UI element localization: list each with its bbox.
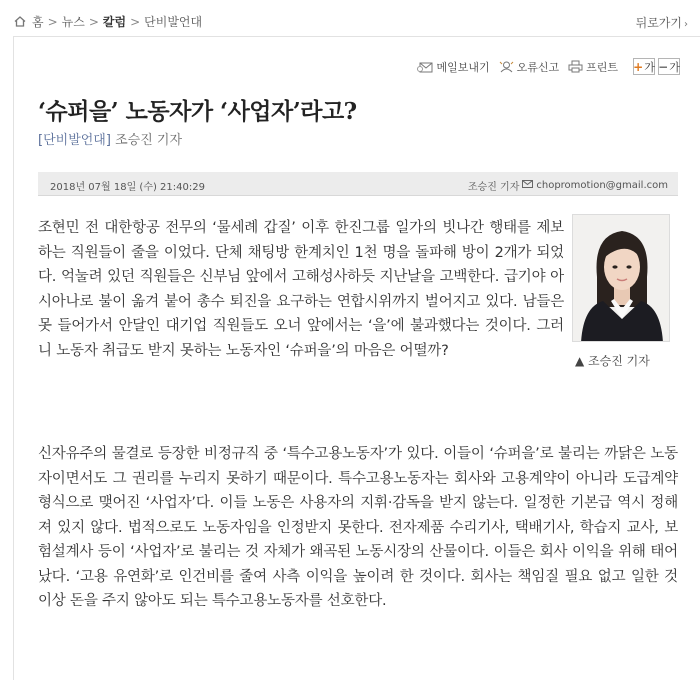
reporter-photo <box>572 214 670 342</box>
publish-date: 2018년 07월 18일 (수) 21:40:29 <box>50 182 205 193</box>
breadcrumb-home[interactable]: 홈 <box>32 15 44 29</box>
minus-icon: − <box>658 59 669 74</box>
report-error-icon <box>499 60 514 73</box>
report-error-label: 오류신고 <box>516 60 560 74</box>
breadcrumb-current[interactable]: 단비발언대 <box>144 15 203 29</box>
print-button[interactable] <box>568 59 618 75</box>
article-meta-bar <box>38 172 678 196</box>
home-icon[interactable] <box>14 16 26 27</box>
back-label: 뒤로가기 <box>635 16 682 30</box>
email-icon <box>417 61 433 73</box>
print-icon <box>568 60 583 73</box>
photo-caption: ▲ 조승진 기자 <box>575 354 650 368</box>
breadcrumb-news[interactable]: 뉴스 <box>61 15 85 29</box>
font-decrease-button[interactable] <box>658 58 680 75</box>
font-size-controls <box>633 58 680 75</box>
article-toolbar <box>417 58 680 75</box>
reporter-email[interactable]: chopromotion@gmail.com <box>536 180 668 191</box>
article-title: ‘슈퍼을’ 노동자가 ‘사업자’라고? <box>38 98 357 125</box>
back-link[interactable] <box>636 14 688 31</box>
byline <box>38 129 182 148</box>
mail-icon <box>522 180 533 191</box>
chevron-right-icon: › <box>684 19 688 30</box>
column-name[interactable]: [단비발언대] <box>38 133 111 148</box>
reporter-name: 조승진 기자 <box>115 133 183 148</box>
article-paragraph: 조현민 전 대한항공 전무의 ‘물세례 갑질’ 이후 한진그룹 일가의 빗나간 행태를 제보하는 직원들이 줄을 이었다. 단체 채팅방 한계치인 1천 명을 돌파해 방이 2개가 되었다. 억눌려 있던 직원들은 신부님 앞에서 고해성사하듯 지난날을 고백한다. 급기야 아시아나로 불이 옮겨 붙어 총수 퇴진을 요구하는 연합시위까지 벌어지고 있다. 남들은 못 들어가서 안달인 대기업 직원들도 오너 앞에서는 ‘을’에 불과했다는 것이다. 그러니 노동자 취급도 받지 못하는 노동자인 ‘슈퍼을’의 마음은 어떨까? <box>38 220 564 359</box>
report-error-button[interactable] <box>499 59 560 75</box>
font-decrease-label: 가 <box>669 60 680 74</box>
breadcrumb-column[interactable]: 칼럼 <box>102 15 127 29</box>
article-paragraph: 신자유주의 물결로 등장한 비정규직 중 ‘특수고용노동자’가 있다. 이들이 ‘슈퍼을’로 불리는 까닭은 노동자이면서도 그 권리를 누리지 못하기 때문이다. 특수고용노동자는 회사와 고용계약이 아니라 도급계약 형식으로 맺어진 ‘사업자’다. 이들 노동은 사용자의 지휘·감독을 받지 않는다. 일정한 기본급 역시 정해져 있지 않다. 법적으로도 노동자임을 인정받지 못한다. 전자제품 수리기사, 택배기사, 학습지 교사, 보험설계사 등이 ‘사업자’로 불리는 것 자체가 왜곡된 노동시장의 산물이다. 이들은 회사 이익을 위해 태어났다. ‘고용 유연화’로 인건비를 줄여 사측 이익을 높이려 한 것이다. 회사는 책임질 필요 없고 일한 것 이상 돈을 주지 않아도 되는 특수고용노동자를 선호한다. <box>38 446 678 609</box>
breadcrumb <box>14 13 202 30</box>
breadcrumb-separator: > <box>47 14 58 29</box>
print-label: 프린트 <box>586 60 618 74</box>
email-button[interactable] <box>417 59 489 75</box>
email-label: 메일보내기 <box>436 60 490 74</box>
top-bar <box>0 0 700 32</box>
font-increase-label: 가 <box>644 60 655 74</box>
meta-reporter: 조승진 기자 <box>467 182 520 193</box>
font-increase-button[interactable] <box>633 58 655 75</box>
plus-icon: + <box>633 59 644 74</box>
meta-author <box>468 178 668 193</box>
breadcrumb-separator: > <box>88 14 99 29</box>
breadcrumb-separator: > <box>130 14 141 29</box>
